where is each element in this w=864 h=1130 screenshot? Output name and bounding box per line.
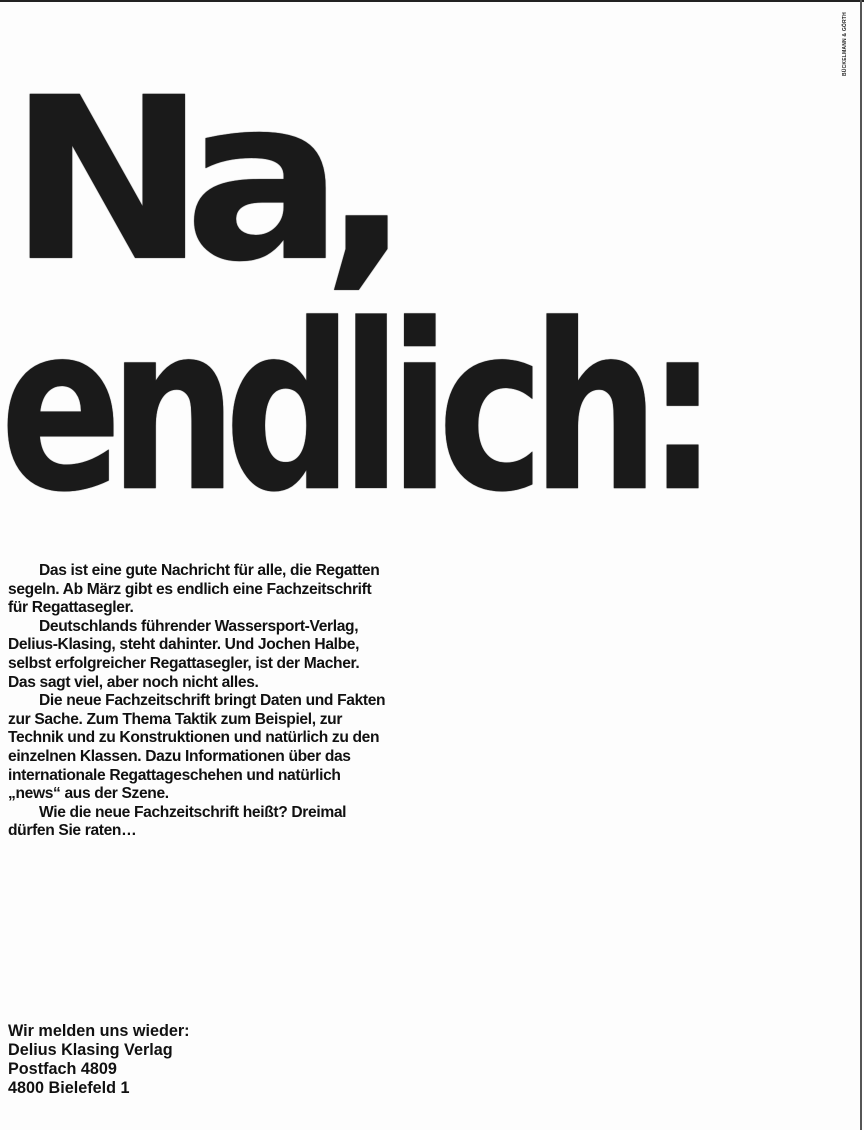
body-paragraph-3: Die neue Fachzeitschrift bringt Daten und Fakten zur Sache. Zum Thema Taktik zum Beispiel, zur Technik und zu Konstruktionen und natürlich zu den einzelnen Klassen. Dazu Informationen über das internationale Regattageschehen und natürlich „news“ aus der Szene. [8,692,386,803]
body-paragraph-4: Wie die neue Fachzeitschrift heißt? Dreimal dürfen Sie raten… [8,803,347,840]
publisher-name: Delius Klasing Verlag [8,1041,173,1059]
contact-intro: Wir melden uns wieder: [8,1022,190,1040]
contact-address [8,1022,308,1098]
postal-city: 4800 Bielefeld 1 [8,1079,130,1097]
body-copy [8,562,386,841]
headline-line-2: endlich: [0,274,706,543]
body-paragraph-2: Deutschlands führender Wassersport-Verlag, Delius-Klasing, steht dahinter. Und Jochen Halbe, selbst erfolgreicher Regattasegler, ist der Macher. Das sagt viel, aber noch nicht alles. [8,617,360,691]
headline [0,49,864,548]
agency-credit: BÜCKELMANN & GÖRTH [842,12,848,76]
headline-line-1: Na, [8,49,389,311]
body-paragraph-1: Das ist eine gute Nachricht für alle, die Regatten segeln. Ab März gibt es endlich eine Fachzeitschrift für Regattasegler. [8,562,380,617]
po-box: Postfach 4809 [8,1060,117,1078]
top-border-line [0,0,864,2]
